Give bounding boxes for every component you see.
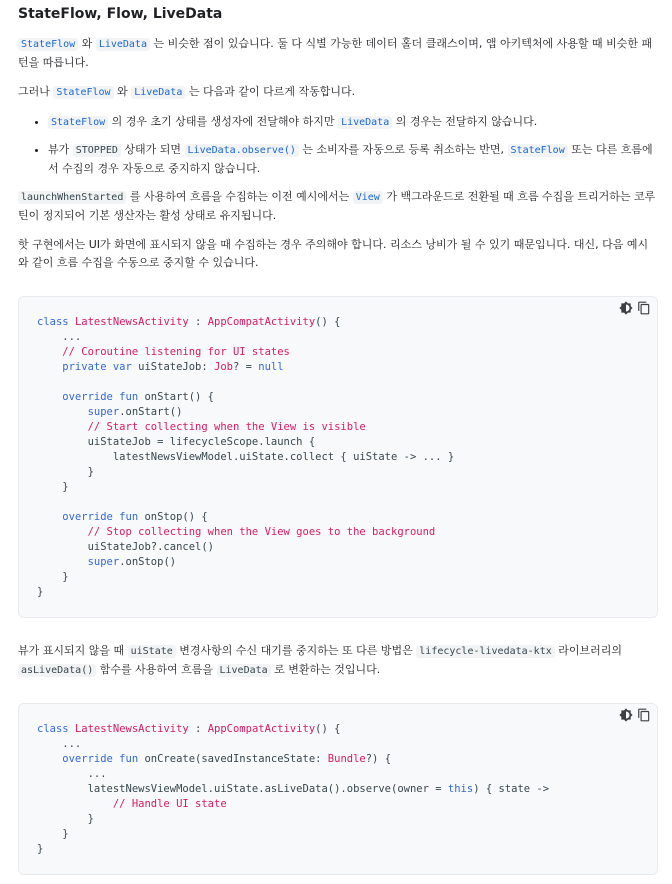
code-line: [37, 783, 549, 795]
code-line: [37, 436, 315, 448]
code-token: AppCompatActivity: [207, 316, 316, 328]
code-token: onCreate(savedInstanceState:: [144, 753, 328, 765]
code-line: [37, 768, 107, 780]
paragraph-as-livedata: 뷰가 표시되지 않을 때 uiState 변경사항의 수신 대기를 중지하는 또 다른 방법은 lifecycle-livedata-ktx 라이브러리의 asLiveData() 함수를 사용하여 흐름을 LiveData 로 변환하는 것입니다.: [18, 644, 622, 676]
inline-code: asLiveData(): [18, 664, 96, 677]
code-token: class: [37, 723, 75, 735]
code-token: uiStateJob = lifecycleScope.launch {: [37, 436, 316, 448]
code-line: [37, 571, 69, 583]
code-token: LatestNewsActivity: [74, 316, 189, 328]
copy-icon[interactable]: [637, 301, 651, 315]
difference-list: [18, 113, 658, 187]
code-line: [37, 586, 43, 598]
code-token: super: [37, 406, 120, 418]
code-token: Job: [214, 361, 233, 373]
article: [18, 0, 658, 855]
code-line: [37, 813, 94, 825]
inline-code: uiState: [128, 645, 176, 658]
code-token: }: [37, 586, 44, 598]
code-token: onStart() {: [144, 391, 215, 403]
code-line: [37, 511, 208, 523]
list-item: • StateFlow 의 경우 초기 상태를 생성자에 전달해야 하지만 LiveData 의 경우는 전달하지 않습니다.: [48, 113, 658, 132]
code-token: override fun: [37, 753, 145, 765]
code-line: [37, 466, 94, 478]
theme-toggle-icon[interactable]: [619, 708, 633, 722]
code-token: }: [37, 813, 94, 825]
code-token: }: [37, 843, 44, 855]
code-token: Bundle: [327, 753, 366, 765]
code-line: [37, 481, 69, 493]
code-token: // Handle UI state: [37, 798, 227, 810]
inline-code: launchWhenStarted: [18, 191, 126, 204]
code-token: LatestNewsActivity: [74, 723, 189, 735]
code-line: [37, 798, 227, 810]
code-line: [37, 753, 391, 765]
code-token: ...: [37, 738, 82, 750]
code-token: private var: [37, 361, 139, 373]
code-token: ) { state ->: [473, 783, 550, 795]
code-token: AppCompatActivity: [207, 723, 316, 735]
code-toolbar: [619, 301, 651, 315]
code-token: () {: [315, 723, 341, 735]
inline-code: StateFlow: [48, 116, 108, 129]
code-listing: [37, 722, 549, 857]
code-token: override fun: [37, 511, 145, 523]
code-token: super: [37, 556, 120, 568]
code-token: ...: [37, 331, 82, 343]
code-listing: [37, 315, 454, 600]
code-token: this: [447, 783, 474, 795]
code-token: }: [37, 571, 69, 583]
code-line: [37, 556, 176, 568]
code-token: uiStateJob:: [138, 361, 215, 373]
code-line: [37, 391, 214, 403]
code-token: override fun: [37, 391, 145, 403]
code-token: .onStart(): [119, 406, 183, 418]
code-token: null: [258, 361, 284, 373]
code-token: class: [37, 316, 75, 328]
code-line: [37, 723, 340, 735]
code-line: [37, 843, 43, 855]
theme-toggle-icon[interactable]: [619, 301, 633, 315]
inline-code: LiveData: [131, 86, 185, 99]
code-token: }: [37, 828, 69, 840]
copy-icon[interactable]: [637, 708, 651, 722]
section-heading: StateFlow, Flow, LiveData: [18, 6, 223, 22]
paragraph-hot-implementation: 핫 구현에서는 UI가 화면에 표시되지 않을 때 수집하는 경우 주의해야 합니다. 리소스 낭비가 될 수 있기 때문입니다. 대신, 다음 예시와 같이 흐름 수집을 수동으로 중지할 수 있습니다.: [18, 238, 649, 269]
inline-code: LiveData.observe(): [185, 144, 299, 157]
code-token: uiStateJob?.cancel(): [37, 541, 215, 553]
code-toolbar: [619, 708, 651, 722]
code-line: [37, 316, 340, 328]
code-token: ? =: [232, 361, 259, 373]
inline-code: LiveData: [338, 116, 392, 129]
code-token: }: [37, 466, 94, 478]
code-token: :: [188, 723, 208, 735]
code-token: latestNewsViewModel.uiState.asLiveData().observe(owner =: [37, 783, 448, 795]
code-block-stop-collection: [18, 296, 658, 618]
inline-code: STOPPED: [73, 144, 121, 157]
inline-code: lifecycle-livedata-ktx: [416, 645, 554, 658]
code-token: onStop() {: [144, 511, 208, 523]
code-block-as-livedata: [18, 703, 658, 875]
inline-code: LiveData: [217, 664, 271, 677]
paragraph-differences: 그러나 StateFlow 와 LiveData 는 다음과 같이 다르게 작동합니다.: [18, 85, 356, 98]
code-line: [37, 406, 182, 418]
code-token: :: [188, 316, 208, 328]
code-token: // Coroutine listening for UI states: [37, 346, 290, 358]
paragraph-launch-when-started: launchWhenStarted 를 사용하여 흐름을 수집하는 이전 예시에서는 View 가 백그라운드로 전환될 때 흐름 수집을 트리거하는 코루틴이 정지되어 기본 생산자는 활성 상태로 유지됩니다.: [18, 190, 656, 222]
inline-code: StateFlow: [53, 86, 113, 99]
code-token: }: [37, 481, 69, 493]
code-line: [37, 526, 435, 538]
inline-code: LiveData: [96, 38, 150, 51]
code-token: ?) {: [365, 753, 392, 765]
code-line: [37, 738, 81, 750]
code-line: [37, 541, 214, 553]
list-item: • 뷰가 STOPPED 상태가 되면 LiveData.observe() 는 소비자를 자동으로 등록 취소하는 반면, StateFlow 또는 다른 흐름에서 수집의 경우 자동으로 중지하지 않습니다.: [48, 141, 658, 178]
code-line: [37, 361, 284, 373]
code-line: [37, 331, 81, 343]
code-line: [37, 828, 69, 840]
code-line: [37, 346, 290, 358]
code-line: [37, 421, 366, 433]
code-line: [37, 451, 454, 463]
inline-code: View: [353, 191, 383, 204]
code-token: // Stop collecting when the View goes to the background: [37, 526, 436, 538]
inline-code: StateFlow: [18, 38, 78, 51]
inline-code: StateFlow: [508, 144, 568, 157]
code-token: .onStop(): [119, 556, 177, 568]
code-token: // Start collecting when the View is visible: [37, 421, 366, 433]
paragraph-intro: StateFlow 와 LiveData 는 비슷한 점이 있습니다. 둘 다 식별 가능한 데이터 홀더 클래스이며, 앱 아키텍처에 사용할 때 비슷한 패턴을 따릅니다.: [18, 37, 653, 69]
code-token: ...: [37, 768, 107, 780]
code-token: latestNewsViewModel.uiState.collect { uiState -> ... }: [37, 451, 455, 463]
code-token: () {: [315, 316, 341, 328]
